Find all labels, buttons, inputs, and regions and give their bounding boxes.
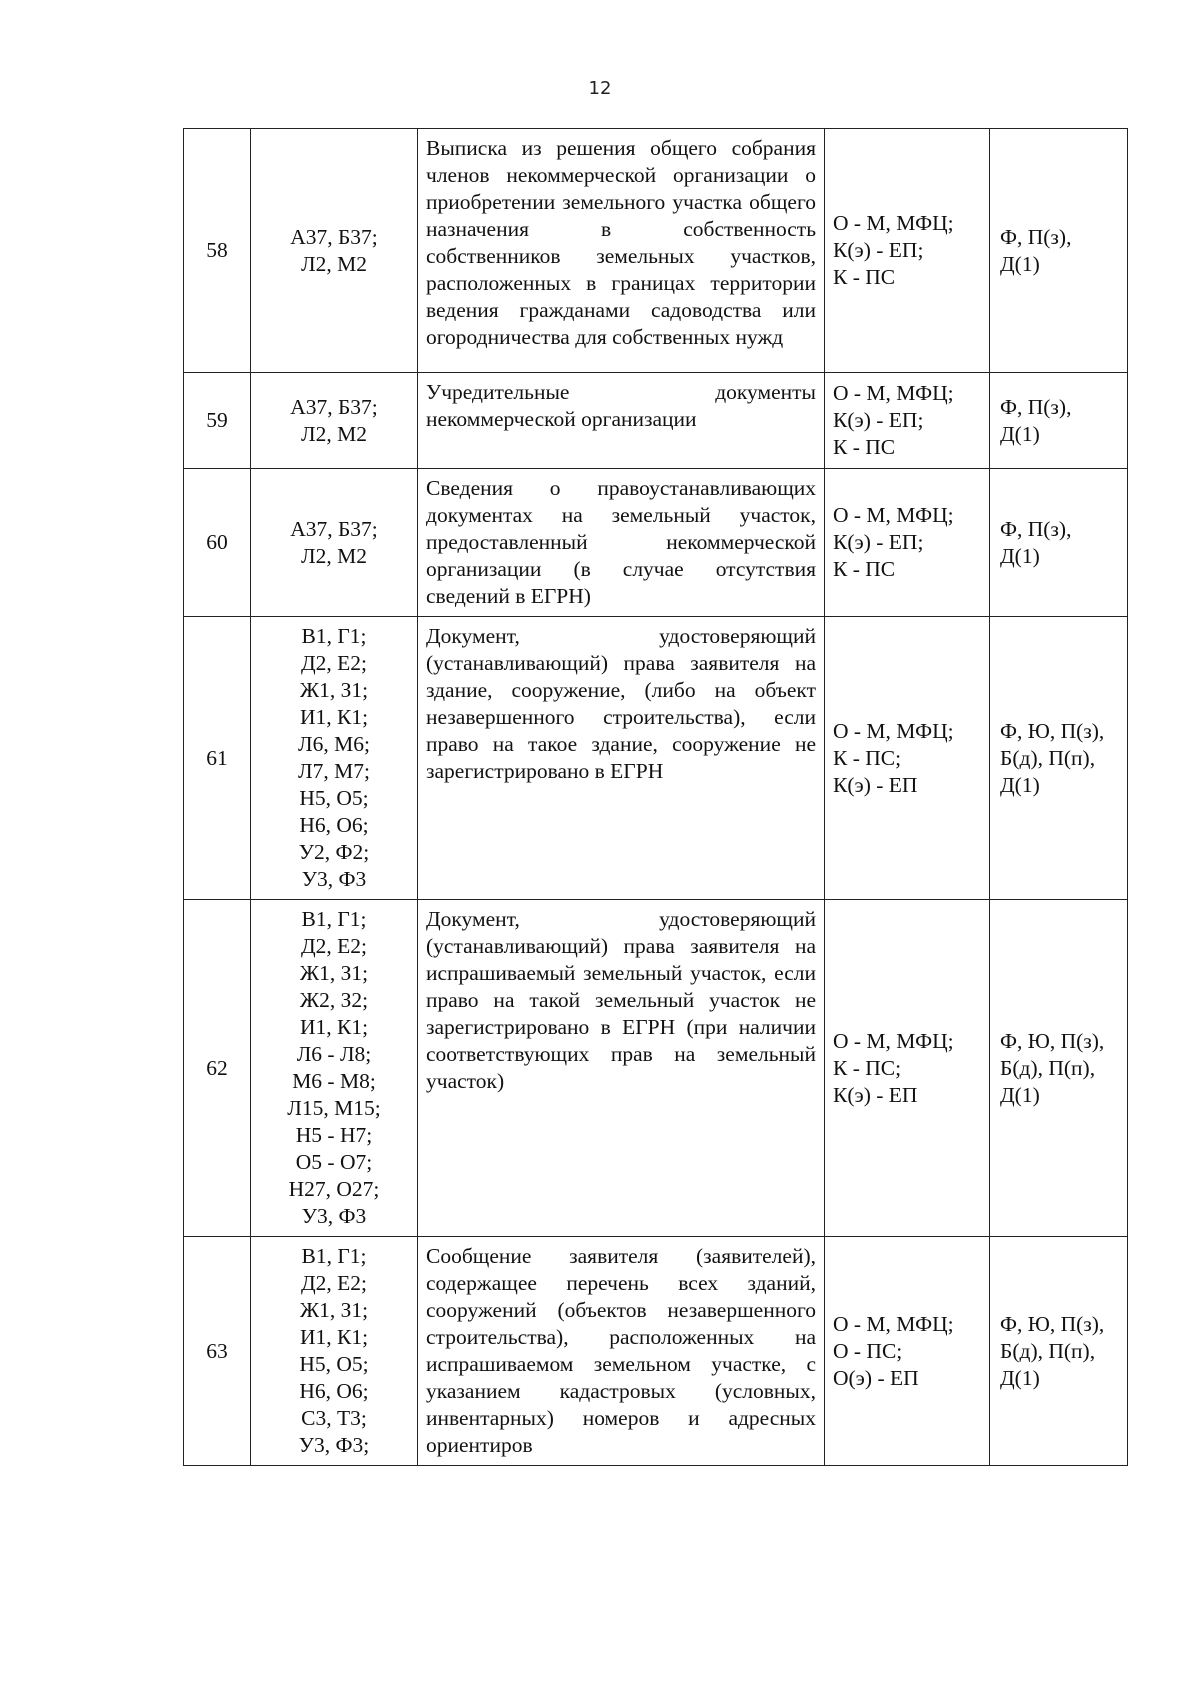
document-description: Документ, удостоверяющий (устанавливающий) права заявителя на испрашиваемый земельный участок, если право на такой земельный участок не зарегистрировано в ЕГРН (при наличии соответствующих прав на земельный участок) xyxy=(426,907,816,1093)
code-line: У3, Ф3; xyxy=(298,1433,370,1457)
method-line: О - М, МФЦ; xyxy=(833,211,954,235)
row-number-cell xyxy=(184,469,251,617)
method-line: К(э) - ЕП; xyxy=(833,238,924,262)
row-number: 62 xyxy=(206,1055,228,1080)
category-line: Б(д), П(п), xyxy=(1000,1055,1096,1080)
method-line: О - ПС; xyxy=(833,1338,903,1363)
row-number: 61 xyxy=(206,745,228,770)
description-cell xyxy=(418,1237,825,1466)
category-line: Д(1) xyxy=(1000,772,1040,797)
submission-method-cell xyxy=(825,373,990,469)
method-line: К(э) - ЕП xyxy=(833,772,918,797)
row-number-cell xyxy=(184,617,251,900)
description-cell xyxy=(418,373,825,469)
code-line: Н6, О6; xyxy=(299,1379,369,1403)
document-description: Выписка из решения общего собрания членов некоммерческой организации о приобретении земельного участка общего назначения в собственность собственников земельных участков, расположенных в границах территории ведения гражданами садоводства или огородничества для собственных нужд xyxy=(426,136,816,349)
code-line: Д2, Е2; xyxy=(300,934,368,958)
code-line: Н5, О5; xyxy=(299,786,369,810)
row-number-cell xyxy=(184,129,251,373)
method-line: О - М, МФЦ; xyxy=(833,1311,954,1336)
submission-method-cell xyxy=(825,617,990,900)
row-number-cell xyxy=(184,373,251,469)
document-description: Сведения о правоустанавливающих документах на земельный участок, предоставленный некоммерческой организации (в случае отсутствия сведений в ЕГРН) xyxy=(426,476,816,608)
method-line: К - ПС xyxy=(833,557,896,581)
code-line: Ж2, З2; xyxy=(299,988,369,1012)
document-description: Документ, удостоверяющий (устанавливающий) права заявителя на здание, сооружение, (либо на объект незавершенного строительства), если право на такое здание, сооружение не зарегистрировано в ЕГРН xyxy=(426,624,816,783)
code-line: Ж1, З1; xyxy=(299,961,369,985)
submission-method-cell xyxy=(825,1237,990,1466)
applicant-category-cell xyxy=(990,373,1128,469)
table-row xyxy=(184,373,1128,469)
applicant-category-cell xyxy=(990,617,1128,900)
submission-method-cell xyxy=(825,129,990,373)
code-line: Ж1, З1; xyxy=(299,1298,369,1322)
description-cell xyxy=(418,469,825,617)
table-body xyxy=(184,129,1128,1466)
code-line: Н6, О6; xyxy=(299,813,369,837)
method-line: К - ПС xyxy=(833,265,896,289)
codes-cell xyxy=(251,617,418,900)
code-line: Л7, М7; xyxy=(298,759,370,783)
row-number: 63 xyxy=(206,1338,228,1363)
applicant-category-cell xyxy=(990,1237,1128,1466)
table-row xyxy=(184,469,1128,617)
codes-cell xyxy=(251,469,418,617)
description-cell xyxy=(418,900,825,1237)
code-line: Н5, О5; xyxy=(299,1352,369,1376)
table-row xyxy=(184,129,1128,373)
row-number-cell xyxy=(184,900,251,1237)
code-line: В1, Г1; xyxy=(301,907,367,931)
table-row xyxy=(184,617,1128,900)
category-line: Д(1) xyxy=(1000,1082,1040,1107)
category-line: Ф, П(з), xyxy=(1000,394,1072,419)
category-line: Б(д), П(п), xyxy=(1000,745,1096,770)
submission-method-cell xyxy=(825,900,990,1237)
code-line: Л2, М2 xyxy=(301,421,367,446)
row-number: 60 xyxy=(206,530,228,554)
code-line: В1, Г1; xyxy=(301,1244,367,1268)
codes-cell xyxy=(251,1237,418,1466)
method-line: К(э) - ЕП xyxy=(833,1082,918,1107)
code-line: О5 - О7; xyxy=(295,1150,373,1174)
row-number-cell xyxy=(184,1237,251,1466)
code-line: Л2, М2 xyxy=(301,543,367,568)
page-number: 12 xyxy=(588,78,612,99)
code-line: Н27, О27; xyxy=(288,1177,380,1201)
code-line: С3, Т3; xyxy=(301,1406,367,1430)
code-line: Ж1, З1; xyxy=(299,678,369,702)
code-line: Л15, М15; xyxy=(287,1096,381,1120)
document-description: Сообщение заявителя (заявителей), содержащее перечень всех зданий, сооружений (объектов незавершенного строительства), расположенных на испрашиваемом земельном участке, с указанием кадастровых (условных, инвентарных) номеров и адресных ориентиров xyxy=(426,1244,816,1457)
document-description: Учредительные документы некоммерческой организации xyxy=(426,380,816,431)
category-line: Д(1) xyxy=(1000,251,1040,276)
applicant-category-cell xyxy=(990,900,1128,1237)
method-line: К(э) - ЕП; xyxy=(833,408,924,432)
table-row xyxy=(184,900,1128,1237)
method-line: О - М, МФЦ; xyxy=(833,1028,954,1053)
applicant-category-cell xyxy=(990,469,1128,617)
code-line: А37, Б37; xyxy=(290,394,378,419)
applicant-category-cell xyxy=(990,129,1128,373)
code-line: Д2, Е2; xyxy=(300,651,368,675)
category-line: Б(д), П(п), xyxy=(1000,1338,1096,1363)
category-line: Д(1) xyxy=(1000,1365,1040,1390)
method-line: К - ПС; xyxy=(833,1055,902,1080)
code-line: Л2, М2 xyxy=(301,251,367,276)
code-line: Л6, М6; xyxy=(298,732,370,756)
codes-cell xyxy=(251,373,418,469)
method-line: К(э) - ЕП; xyxy=(833,530,924,554)
description-cell xyxy=(418,617,825,900)
code-line: А37, Б37; xyxy=(290,516,378,541)
code-line: М6 - М8; xyxy=(292,1069,376,1093)
method-line: К - ПС xyxy=(833,435,896,459)
category-line: Д(1) xyxy=(1000,543,1040,568)
codes-cell xyxy=(251,900,418,1237)
category-line: Ф, П(з), xyxy=(1000,224,1072,249)
code-line: А37, Б37; xyxy=(290,224,378,249)
row-number: 59 xyxy=(206,408,228,432)
table-row xyxy=(184,1237,1128,1466)
code-line: И1, К1; xyxy=(299,1325,369,1349)
code-line: Н5 - Н7; xyxy=(295,1123,373,1147)
category-line: Ф, Ю, П(з), xyxy=(1000,1311,1105,1336)
method-line: О - М, МФЦ; xyxy=(833,503,954,527)
category-line: Д(1) xyxy=(1000,421,1040,446)
category-line: Ф, Ю, П(з), xyxy=(1000,1028,1105,1053)
code-line: Л6 - Л8; xyxy=(296,1042,372,1066)
code-line: У3, Ф3 xyxy=(301,867,367,891)
code-line: У2, Ф2; xyxy=(298,840,370,864)
codes-cell xyxy=(251,129,418,373)
method-line: К - ПС; xyxy=(833,745,902,770)
code-line: У3, Ф3 xyxy=(301,1204,367,1228)
description-cell xyxy=(418,129,825,373)
code-line: И1, К1; xyxy=(299,1015,369,1039)
code-line: Д2, Е2; xyxy=(300,1271,368,1295)
code-line: В1, Г1; xyxy=(301,624,367,648)
submission-method-cell xyxy=(825,469,990,617)
category-line: Ф, П(з), xyxy=(1000,516,1072,541)
method-line: О - М, МФЦ; xyxy=(833,381,954,405)
category-line: Ф, Ю, П(з), xyxy=(1000,718,1105,743)
row-number: 58 xyxy=(206,238,228,262)
code-line: И1, К1; xyxy=(299,705,369,729)
method-line: О(э) - ЕП xyxy=(833,1365,919,1390)
method-line: О - М, МФЦ; xyxy=(833,718,954,743)
documents-table xyxy=(183,128,1128,1466)
